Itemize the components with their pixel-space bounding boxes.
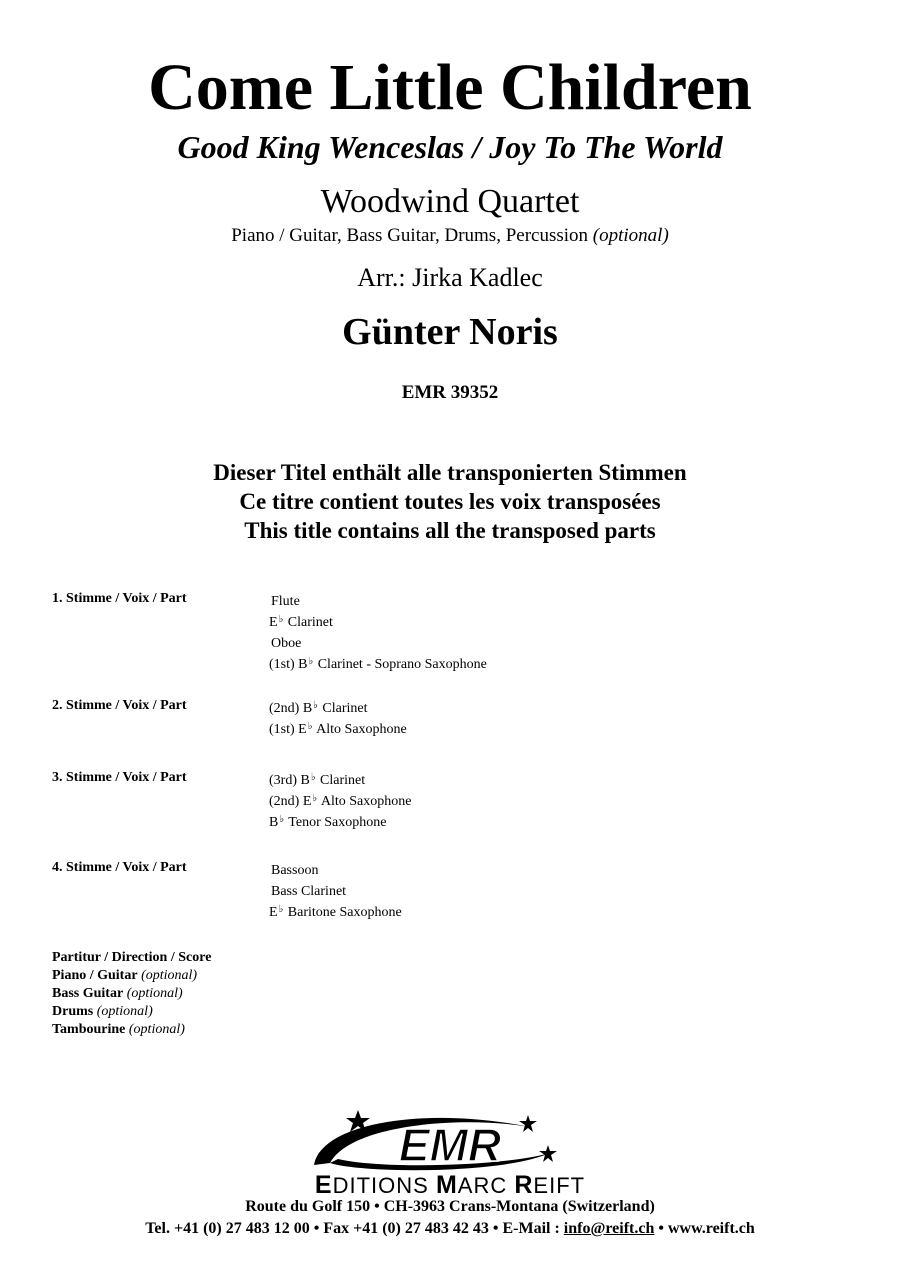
flat-sign: ♭ — [313, 700, 318, 711]
instrument-prefix: (2nd) E — [269, 794, 312, 809]
publisher-contact — [0, 1219, 900, 1239]
instrument-item — [269, 811, 411, 832]
part-label: 2. Stimme / Voix / Part — [52, 698, 187, 713]
publisher-name: EDITIONS MARC REIFT — [314, 1171, 586, 1197]
publisher-address: Route du Golf 150 • CH-3963 Crans-Montana (Switzerland) — [245, 1198, 655, 1215]
instrument-item — [269, 653, 487, 674]
part-instruments — [269, 590, 487, 674]
flat-sign: ♭ — [307, 721, 313, 732]
flat-sign: ♭ — [310, 772, 316, 783]
instrument-prefix: (2nd) B — [269, 701, 313, 716]
logo-text: EMR — [398, 1119, 502, 1171]
instrument-name: Bass Clarinet — [271, 884, 347, 899]
extra-part-name: Piano / Guitar — [52, 968, 138, 983]
instrument-prefix: E — [269, 905, 278, 920]
extra-part-name: Tambourine — [52, 1022, 126, 1037]
flat-sign: ♭ — [279, 814, 285, 825]
instrument-item — [269, 790, 411, 811]
extra-part-item — [52, 1003, 211, 1021]
instrumentation-line — [0, 224, 900, 248]
website: • www.reift.ch — [654, 1220, 755, 1237]
subtitle: Good King Wenceslas / Joy To The World — [177, 129, 723, 165]
instrument-item — [269, 901, 402, 922]
arranger: Arr.: Jirka Kadlec — [357, 263, 543, 292]
instrument-name: Clarinet — [284, 615, 333, 630]
instrument-prefix: E — [269, 615, 278, 630]
flat-sign: ♭ — [278, 614, 284, 625]
instrument-name: Baritone Saxophone — [284, 905, 402, 920]
instrument-item — [269, 769, 411, 790]
instrument-item — [269, 611, 487, 632]
flat-sign: ♭ — [278, 904, 284, 915]
part-instruments — [269, 859, 402, 922]
part-label: 3. Stimme / Voix / Part — [52, 770, 187, 785]
instrument-item — [269, 697, 407, 718]
flat-sign: ♭ — [312, 793, 318, 804]
instrument-name: Alto Saxophone — [318, 794, 412, 809]
email-link[interactable]: info@reift.ch — [563, 1220, 655, 1237]
extra-part-name: Bass Guitar — [52, 986, 124, 1001]
notice-french: Ce titre contient toutes les voix transposées — [239, 489, 661, 514]
catalog-number: EMR 39352 — [401, 382, 499, 403]
instrument-name: Flute — [271, 594, 300, 609]
extra-part-item — [52, 949, 211, 967]
notice-english: This title contains all the transposed parts — [244, 518, 656, 543]
instrument-prefix: B — [269, 815, 279, 830]
page-title: Come Little Children — [148, 51, 752, 124]
instrument-item — [269, 632, 487, 653]
emr-logo — [300, 1105, 600, 1197]
notice-german: Dieser Titel enthält alle transponierten Stimmen — [213, 460, 687, 485]
instrument-name: Tenor Saxophone — [285, 815, 387, 830]
instrument-name: Alto Saxophone — [313, 722, 407, 737]
part-instruments — [269, 697, 407, 739]
extra-part-item — [52, 967, 211, 985]
instrument-prefix: (1st) B — [269, 657, 308, 672]
extra-part-note: (optional) — [128, 1022, 185, 1037]
instrument-item — [269, 880, 402, 901]
extra-part-note: (optional) — [141, 968, 198, 983]
part-label: 4. Stimme / Voix / Part — [52, 860, 187, 875]
extra-part-name: Drums — [52, 1004, 94, 1019]
instrumentation-optional: (optional) — [592, 225, 669, 246]
flat-sign: ♭ — [308, 656, 314, 667]
instrument-name: Clarinet - Soprano Saxophone — [314, 657, 487, 672]
part-instruments — [269, 769, 411, 832]
extra-part-name: Partitur / Direction / Score — [52, 950, 212, 965]
extra-part-item — [52, 1021, 211, 1039]
instrument-item — [269, 718, 407, 739]
instrument-item — [269, 590, 487, 611]
instrument-name: Bassoon — [271, 863, 319, 878]
extra-part-note: (optional) — [126, 986, 183, 1001]
instrument-prefix: (1st) E — [269, 722, 307, 737]
instrument-name: Clarinet — [318, 701, 368, 716]
contact-phone-fax: Tel. +41 (0) 27 483 12 00 • Fax +41 (0) 27 483 42 43 • E-Mail : — [145, 1220, 564, 1237]
instrument-prefix: (3rd) B — [269, 773, 310, 788]
ensemble: Woodwind Quartet — [320, 183, 580, 220]
extra-part-note: (optional) — [96, 1004, 153, 1019]
instrument-name: Clarinet — [316, 773, 366, 788]
part-label: 1. Stimme / Voix / Part — [52, 591, 187, 606]
extras-list — [52, 949, 211, 1039]
instrumentation-text: Piano / Guitar, Bass Guitar, Drums, Percussion — [231, 225, 589, 246]
composer: Günter Noris — [342, 311, 558, 353]
instrument-item — [269, 859, 402, 880]
instrument-name: Oboe — [271, 636, 302, 651]
extra-part-item — [52, 985, 211, 1003]
